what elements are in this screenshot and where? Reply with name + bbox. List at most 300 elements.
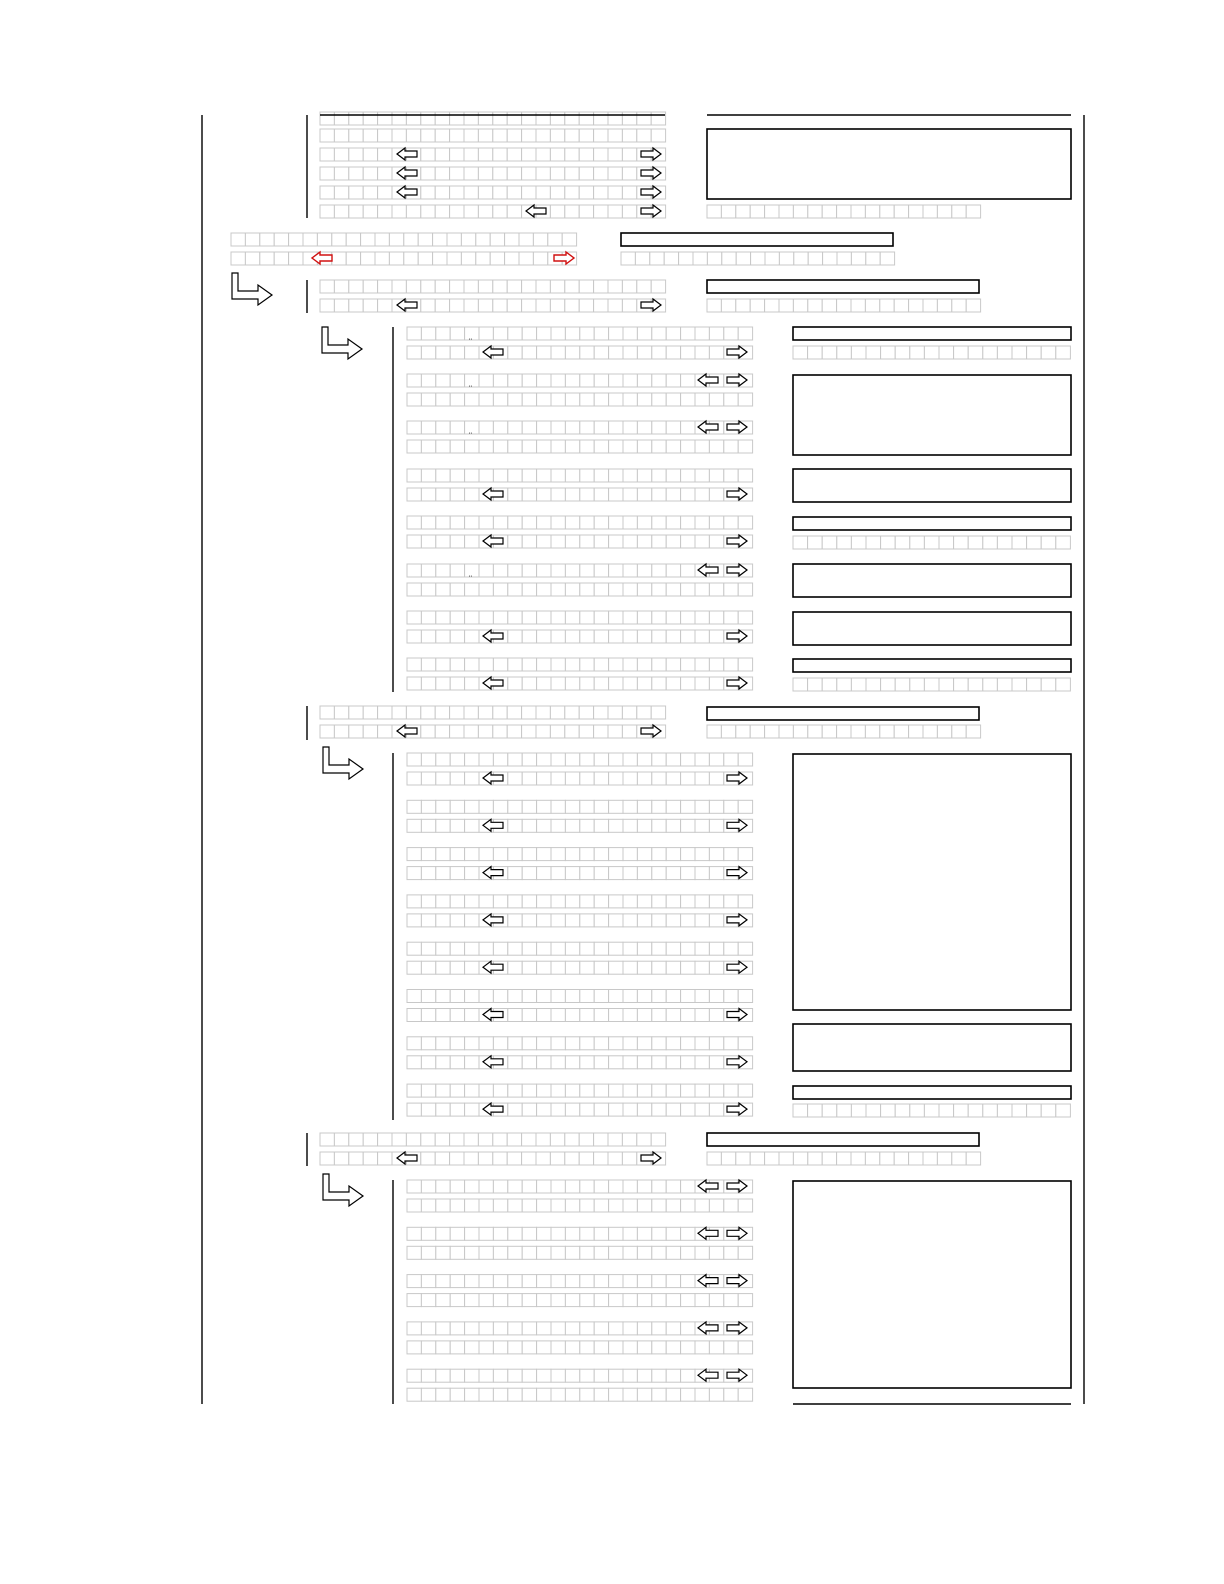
grid-cell[interactable] (505, 233, 519, 246)
grid-cell[interactable] (519, 252, 533, 265)
grid-cell[interactable] (709, 583, 723, 596)
grid-cell[interactable] (637, 488, 651, 501)
grid-cell[interactable] (421, 706, 435, 719)
grid-cell[interactable] (609, 772, 623, 785)
grid-cell[interactable] (479, 469, 493, 482)
grid-cell[interactable] (421, 848, 435, 861)
grid-cell[interactable] (436, 346, 450, 359)
grid-cell[interactable] (623, 374, 637, 387)
grid-cell[interactable] (522, 1322, 536, 1335)
grid-cell[interactable] (910, 1104, 925, 1117)
grid-cell[interactable] (508, 535, 522, 548)
grid-cell[interactable] (479, 990, 493, 1003)
grid-cell[interactable] (565, 1341, 579, 1354)
grid-cell[interactable] (681, 535, 695, 548)
grid-cell[interactable] (407, 630, 421, 643)
grid-cell[interactable] (666, 327, 680, 340)
grid-cell[interactable] (522, 1037, 536, 1050)
grid-cell[interactable] (334, 299, 348, 312)
grid-cell[interactable] (666, 1056, 680, 1069)
grid-cell[interactable] (681, 942, 695, 955)
grid-cell[interactable] (363, 112, 377, 125)
grid-cell[interactable] (652, 1037, 666, 1050)
grid-cell[interactable] (909, 205, 923, 218)
grid-cell[interactable] (939, 346, 954, 359)
grid-cell[interactable] (664, 252, 678, 265)
grid-cell[interactable] (681, 1322, 695, 1335)
grid-cell[interactable] (822, 678, 837, 691)
grid-cell[interactable] (320, 186, 334, 199)
grid-cell[interactable] (450, 819, 464, 832)
grid-cell[interactable] (609, 535, 623, 548)
grid-cell[interactable] (637, 942, 651, 955)
grid-cell[interactable] (522, 848, 536, 861)
grid-cell[interactable] (724, 895, 738, 908)
grid-cell[interactable] (808, 536, 823, 549)
grid-cell[interactable] (493, 1294, 507, 1307)
grid-cell[interactable] (1041, 536, 1056, 549)
grid-cell[interactable] (609, 1246, 623, 1259)
grid-cell[interactable] (407, 440, 421, 453)
grid-cell[interactable] (465, 1037, 479, 1050)
grid-cell[interactable] (637, 1056, 651, 1069)
grid-cell[interactable] (594, 1341, 608, 1354)
grid-cell[interactable] (779, 1152, 793, 1165)
grid-cell[interactable] (407, 1056, 421, 1069)
grid-cell[interactable] (738, 327, 752, 340)
grid-cell[interactable] (594, 488, 608, 501)
grid-cell[interactable] (450, 772, 464, 785)
grid-cell[interactable] (363, 280, 377, 293)
grid-cell[interactable] (479, 1341, 493, 1354)
grid-cell[interactable] (652, 658, 666, 671)
grid-cell[interactable] (709, 753, 723, 766)
grid-cell[interactable] (551, 421, 565, 434)
grid-cell[interactable] (738, 440, 752, 453)
grid-cell[interactable] (695, 1246, 709, 1259)
grid-cell[interactable] (695, 516, 709, 529)
grid-cell[interactable] (508, 753, 522, 766)
grid-cell[interactable] (493, 583, 507, 596)
grid-cell[interactable] (997, 536, 1012, 549)
grid-cell[interactable] (407, 1227, 421, 1240)
grid-cell[interactable] (895, 346, 910, 359)
grid-cell[interactable] (894, 725, 908, 738)
grid-cell[interactable] (637, 1341, 651, 1354)
grid-cell[interactable] (522, 469, 536, 482)
grid-cell[interactable] (622, 112, 636, 125)
grid-cell[interactable] (508, 611, 522, 624)
grid-cell[interactable] (465, 469, 479, 482)
grid-cell[interactable] (923, 725, 937, 738)
grid-cell[interactable] (493, 848, 507, 861)
grid-cell[interactable] (738, 583, 752, 596)
grid-cell[interactable] (681, 1369, 695, 1382)
grid-cell[interactable] (536, 148, 550, 161)
grid-cell[interactable] (334, 205, 348, 218)
grid-cell[interactable] (508, 867, 522, 880)
label-box[interactable] (707, 707, 979, 720)
grid-cell[interactable] (479, 1084, 493, 1097)
grid-cell[interactable] (580, 1227, 594, 1240)
grid-cell[interactable] (551, 1322, 565, 1335)
grid-cell[interactable] (508, 1180, 522, 1193)
grid-cell[interactable] (623, 867, 637, 880)
grid-cell[interactable] (551, 867, 565, 880)
grid-cell[interactable] (594, 1388, 608, 1401)
grid-cell[interactable] (565, 374, 579, 387)
grid-cell[interactable] (421, 205, 435, 218)
grid-cell[interactable] (464, 148, 478, 161)
grid-cell[interactable] (493, 421, 507, 434)
grid-cell[interactable] (637, 1009, 651, 1022)
grid-cell[interactable] (609, 1388, 623, 1401)
grid-cell[interactable] (450, 1294, 464, 1307)
grid-cell[interactable] (436, 374, 450, 387)
grid-cell[interactable] (724, 440, 738, 453)
grid-cell[interactable] (436, 611, 450, 624)
grid-cell[interactable] (537, 564, 551, 577)
grid-cell[interactable] (522, 280, 536, 293)
grid-cell[interactable] (421, 374, 435, 387)
grid-cell[interactable] (623, 421, 637, 434)
grid-cell[interactable] (478, 205, 492, 218)
grid-cell[interactable] (666, 990, 680, 1003)
grid-cell[interactable] (793, 536, 808, 549)
grid-cell[interactable] (738, 1037, 752, 1050)
grid-cell[interactable] (652, 772, 666, 785)
grid-cell[interactable] (681, 611, 695, 624)
grid-cell[interactable] (724, 1388, 738, 1401)
grid-cell[interactable] (508, 564, 522, 577)
grid-cell[interactable] (349, 299, 363, 312)
grid-cell[interactable] (450, 1388, 464, 1401)
grid-cell[interactable] (637, 516, 651, 529)
grid-cell[interactable] (666, 469, 680, 482)
grid-cell[interactable] (378, 1152, 392, 1165)
grid-cell[interactable] (450, 280, 464, 293)
grid-cell[interactable] (724, 1037, 738, 1050)
grid-cell[interactable] (580, 1084, 594, 1097)
grid-cell[interactable] (465, 819, 479, 832)
grid-cell[interactable] (407, 421, 421, 434)
grid-cell[interactable] (421, 753, 435, 766)
grid-cell[interactable] (609, 440, 623, 453)
grid-cell[interactable] (594, 167, 608, 180)
grid-cell[interactable] (406, 205, 420, 218)
grid-cell[interactable] (609, 1275, 623, 1288)
grid-cell[interactable] (537, 961, 551, 974)
grid-cell[interactable] (609, 564, 623, 577)
grid-cell[interactable] (622, 186, 636, 199)
grid-cell[interactable] (608, 205, 622, 218)
grid-cell[interactable] (436, 440, 450, 453)
grid-cell[interactable] (508, 516, 522, 529)
grid-cell[interactable] (709, 1009, 723, 1022)
grid-cell[interactable] (579, 148, 593, 161)
grid-cell[interactable] (823, 252, 837, 265)
grid-cell[interactable] (894, 299, 908, 312)
grid-cell[interactable] (580, 327, 594, 340)
grid-cell[interactable] (522, 725, 536, 738)
grid-cell[interactable] (407, 1103, 421, 1116)
grid-cell[interactable] (407, 1180, 421, 1193)
grid-cell[interactable] (652, 327, 666, 340)
grid-cell[interactable] (637, 819, 651, 832)
grid-cell[interactable] (565, 867, 579, 880)
grid-cell[interactable] (551, 819, 565, 832)
grid-cell[interactable] (465, 677, 479, 690)
grid-cell[interactable] (433, 233, 447, 246)
grid-cell[interactable] (407, 772, 421, 785)
grid-cell[interactable] (609, 630, 623, 643)
grid-cell[interactable] (709, 393, 723, 406)
grid-cell[interactable] (565, 488, 579, 501)
grid-cell[interactable] (349, 186, 363, 199)
grid-cell[interactable] (508, 961, 522, 974)
grid-cell[interactable] (508, 819, 522, 832)
grid-cell[interactable] (550, 148, 564, 161)
grid-cell[interactable] (465, 611, 479, 624)
grid-cell[interactable] (436, 1009, 450, 1022)
grid-cell[interactable] (537, 327, 551, 340)
grid-cell[interactable] (837, 536, 852, 549)
grid-cell[interactable] (551, 1227, 565, 1240)
grid-cell[interactable] (622, 129, 636, 142)
grid-cell[interactable] (465, 1084, 479, 1097)
grid-cell[interactable] (724, 1084, 738, 1097)
grid-cell[interactable] (479, 327, 493, 340)
grid-cell[interactable] (709, 630, 723, 643)
grid-cell[interactable] (537, 421, 551, 434)
grid-cell[interactable] (594, 848, 608, 861)
grid-cell[interactable] (522, 186, 536, 199)
grid-cell[interactable] (479, 895, 493, 908)
grid-cell[interactable] (637, 421, 651, 434)
grid-cell[interactable] (349, 1152, 363, 1165)
grid-cell[interactable] (522, 942, 536, 955)
grid-cell[interactable] (550, 1152, 564, 1165)
grid-cell[interactable] (522, 564, 536, 577)
grid-cell[interactable] (536, 1152, 550, 1165)
notes-box[interactable] (793, 1024, 1071, 1071)
grid-cell[interactable] (565, 1369, 579, 1382)
grid-cell[interactable] (375, 233, 389, 246)
grid-cell[interactable] (709, 1294, 723, 1307)
grid-cell[interactable] (652, 1056, 666, 1069)
grid-cell[interactable] (407, 583, 421, 596)
grid-cell[interactable] (594, 1152, 608, 1165)
grid-cell[interactable] (983, 536, 998, 549)
grid-cell[interactable] (609, 1056, 623, 1069)
grid-cell[interactable] (508, 1103, 522, 1116)
grid-cell[interactable] (551, 1037, 565, 1050)
grid-cell[interactable] (378, 148, 392, 161)
grid-cell[interactable] (724, 516, 738, 529)
grid-cell[interactable] (522, 772, 536, 785)
grid-cell[interactable] (666, 488, 680, 501)
grid-cell[interactable] (580, 658, 594, 671)
grid-cell[interactable] (565, 129, 579, 142)
grid-cell[interactable] (464, 280, 478, 293)
grid-cell[interactable] (637, 1275, 651, 1288)
grid-cell[interactable] (652, 535, 666, 548)
grid-cell[interactable] (493, 167, 507, 180)
grid-cell[interactable] (881, 536, 896, 549)
grid-cell[interactable] (550, 167, 564, 180)
grid-cell[interactable] (594, 112, 608, 125)
grid-cell[interactable] (565, 1180, 579, 1193)
grid-cell[interactable] (721, 725, 735, 738)
grid-cell[interactable] (652, 469, 666, 482)
grid-cell[interactable] (939, 1104, 954, 1117)
grid-cell[interactable] (910, 536, 925, 549)
grid-cell[interactable] (392, 205, 406, 218)
grid-cell[interactable] (450, 299, 464, 312)
grid-cell[interactable] (609, 1037, 623, 1050)
grid-cell[interactable] (508, 772, 522, 785)
grid-cell[interactable] (623, 1084, 637, 1097)
grid-cell[interactable] (465, 1275, 479, 1288)
grid-cell[interactable] (637, 327, 651, 340)
grid-cell[interactable] (378, 129, 392, 142)
grid-cell[interactable] (522, 1180, 536, 1193)
grid-cell[interactable] (565, 895, 579, 908)
grid-cell[interactable] (594, 942, 608, 955)
grid-cell[interactable] (709, 658, 723, 671)
grid-cell[interactable] (407, 990, 421, 1003)
grid-cell[interactable] (983, 678, 998, 691)
grid-cell[interactable] (537, 1275, 551, 1288)
grid-cell[interactable] (537, 819, 551, 832)
grid-cell[interactable] (450, 677, 464, 690)
grid-cell[interactable] (724, 1246, 738, 1259)
grid-cell[interactable] (594, 1199, 608, 1212)
grid-cell[interactable] (363, 299, 377, 312)
grid-cell[interactable] (421, 1056, 435, 1069)
grid-cell[interactable] (478, 725, 492, 738)
grid-cell[interactable] (421, 990, 435, 1003)
label-box[interactable] (707, 1133, 979, 1146)
grid-cell[interactable] (464, 186, 478, 199)
grid-cell[interactable] (508, 630, 522, 643)
grid-cell[interactable] (479, 1199, 493, 1212)
grid-cell[interactable] (334, 725, 348, 738)
grid-cell[interactable] (479, 1294, 493, 1307)
grid-cell[interactable] (551, 942, 565, 955)
grid-cell[interactable] (479, 564, 493, 577)
grid-cell[interactable] (551, 374, 565, 387)
grid-cell[interactable] (537, 942, 551, 955)
grid-cell[interactable] (565, 611, 579, 624)
grid-cell[interactable] (666, 819, 680, 832)
grid-cell[interactable] (623, 1009, 637, 1022)
grid-cell[interactable] (551, 583, 565, 596)
grid-cell[interactable] (594, 280, 608, 293)
grid-cell[interactable] (966, 1152, 980, 1165)
grid-cell[interactable] (421, 611, 435, 624)
grid-cell[interactable] (635, 252, 649, 265)
grid-cell[interactable] (479, 658, 493, 671)
grid-cell[interactable] (580, 1103, 594, 1116)
grid-cell[interactable] (421, 327, 435, 340)
grid-cell[interactable] (623, 1056, 637, 1069)
grid-cell[interactable] (1041, 346, 1056, 359)
grid-cell[interactable] (565, 800, 579, 813)
grid-cell[interactable] (435, 167, 449, 180)
grid-cell[interactable] (709, 440, 723, 453)
grid-cell[interactable] (695, 630, 709, 643)
grid-cell[interactable] (594, 819, 608, 832)
grid-cell[interactable] (968, 1104, 983, 1117)
grid-cell[interactable] (421, 393, 435, 406)
grid-cell[interactable] (623, 346, 637, 359)
grid-cell[interactable] (493, 1227, 507, 1240)
grid-cell[interactable] (392, 706, 406, 719)
grid-cell[interactable] (522, 1294, 536, 1307)
grid-cell[interactable] (623, 1199, 637, 1212)
grid-cell[interactable] (594, 469, 608, 482)
grid-cell[interactable] (681, 658, 695, 671)
grid-cell[interactable] (407, 1388, 421, 1401)
grid-cell[interactable] (421, 867, 435, 880)
grid-cell[interactable] (822, 346, 837, 359)
grid-cell[interactable] (880, 205, 894, 218)
grid-cell[interactable] (608, 1133, 622, 1146)
grid-cell[interactable] (565, 1227, 579, 1240)
grid-cell[interactable] (493, 440, 507, 453)
grid-cell[interactable] (404, 252, 418, 265)
grid-cell[interactable] (522, 440, 536, 453)
grid-cell[interactable] (479, 611, 493, 624)
grid-cell[interactable] (594, 1275, 608, 1288)
grid-cell[interactable] (421, 440, 435, 453)
grid-cell[interactable] (450, 867, 464, 880)
grid-cell[interactable] (320, 1152, 334, 1165)
grid-cell[interactable] (406, 1133, 420, 1146)
grid-cell[interactable] (622, 299, 636, 312)
grid-cell[interactable] (894, 1152, 908, 1165)
grid-cell[interactable] (551, 535, 565, 548)
grid-cell[interactable] (450, 630, 464, 643)
grid-cell[interactable] (793, 205, 807, 218)
grid-cell[interactable] (565, 299, 579, 312)
grid-cell[interactable] (508, 895, 522, 908)
grid-cell[interactable] (580, 772, 594, 785)
grid-cell[interactable] (375, 252, 389, 265)
grid-cell[interactable] (450, 895, 464, 908)
grid-cell[interactable] (537, 611, 551, 624)
grid-cell[interactable] (450, 1084, 464, 1097)
grid-cell[interactable] (623, 1180, 637, 1193)
grid-cell[interactable] (666, 1227, 680, 1240)
grid-cell[interactable] (479, 516, 493, 529)
grid-cell[interactable] (736, 205, 750, 218)
grid-cell[interactable] (851, 536, 866, 549)
grid-cell[interactable] (608, 129, 622, 142)
grid-cell[interactable] (637, 1322, 651, 1335)
grid-cell[interactable] (363, 1133, 377, 1146)
grid-cell[interactable] (493, 280, 507, 293)
grid-cell[interactable] (464, 1133, 478, 1146)
grid-cell[interactable] (609, 1294, 623, 1307)
grid-cell[interactable] (493, 112, 507, 125)
grid-cell[interactable] (623, 1341, 637, 1354)
grid-cell[interactable] (522, 990, 536, 1003)
grid-cell[interactable] (436, 819, 450, 832)
grid-cell[interactable] (724, 583, 738, 596)
grid-cell[interactable] (421, 658, 435, 671)
